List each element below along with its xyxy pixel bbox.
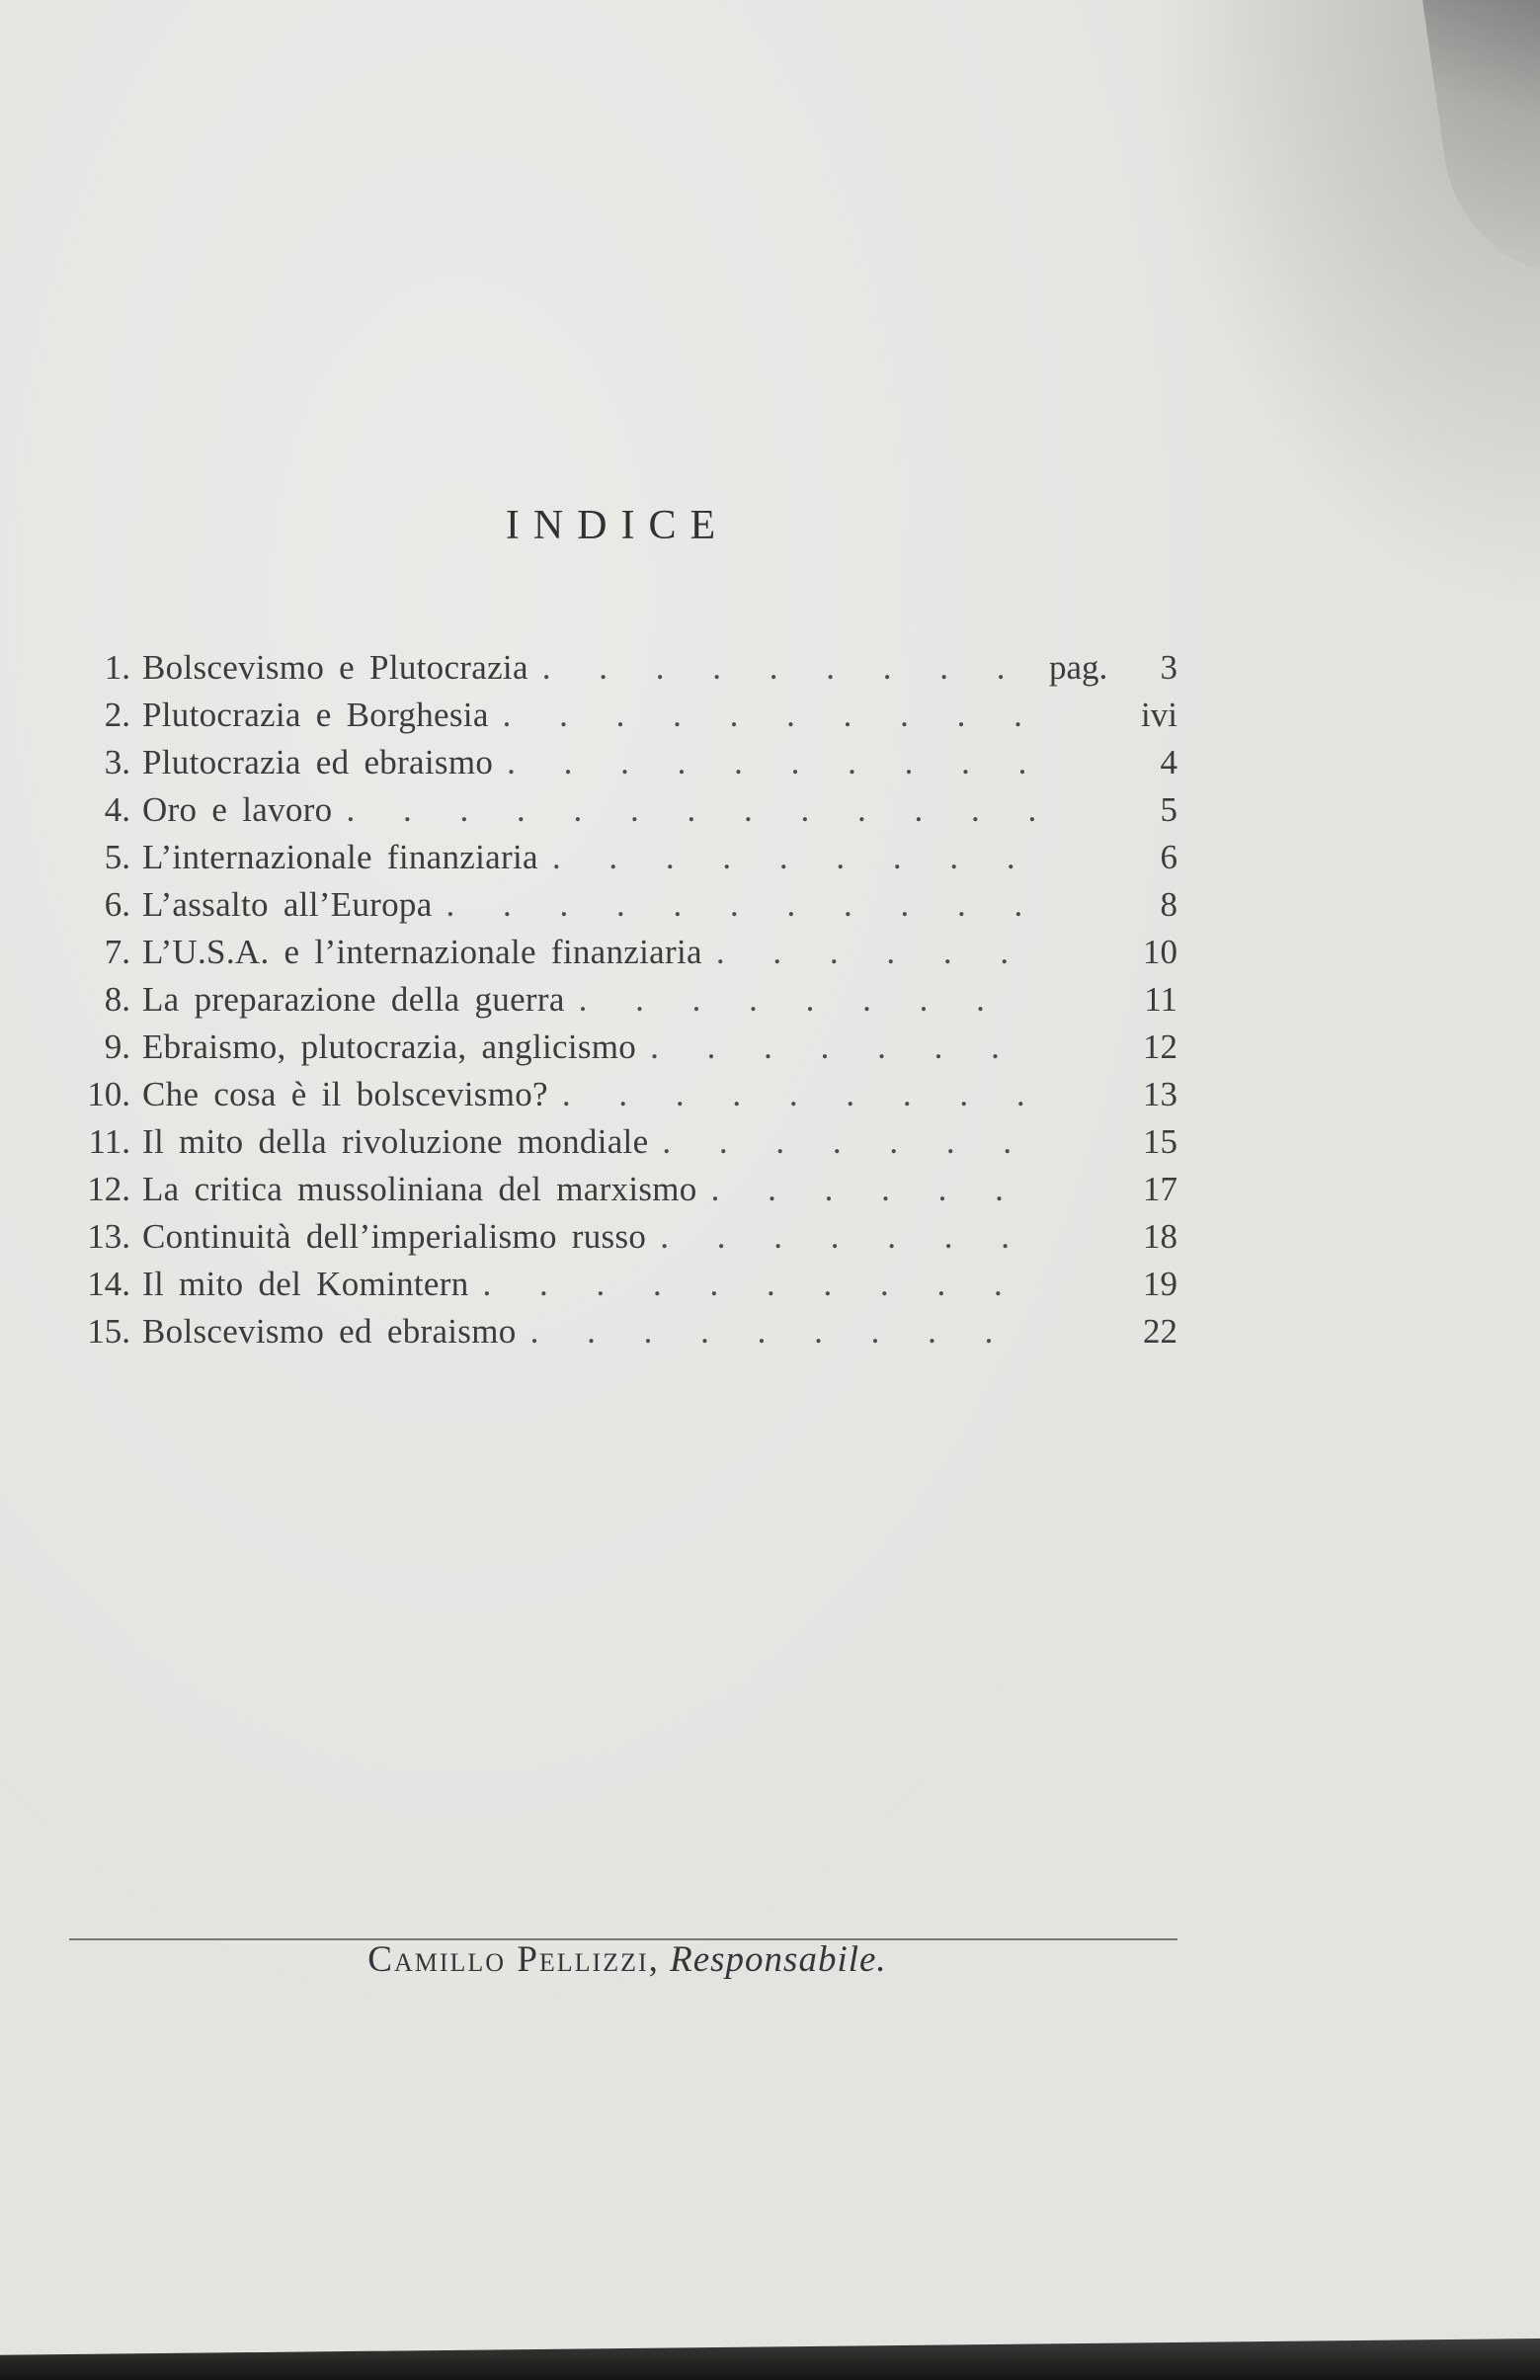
toc-entry-title: Bolscevismo e Plutocrazia bbox=[142, 648, 528, 687]
toc-entry-title: Ebraismo, plutocrazia, anglicismo bbox=[142, 1027, 637, 1066]
toc-entry bbox=[61, 1071, 1177, 1118]
toc-entry-page: 19 bbox=[1143, 1265, 1177, 1303]
toc-entry-page: 15 bbox=[1143, 1122, 1177, 1161]
toc-entry bbox=[61, 692, 1177, 739]
toc-leader-dots bbox=[711, 1166, 1035, 1213]
toc-pag-label: pag. bbox=[1049, 648, 1108, 687]
toc-leader-dots bbox=[579, 976, 1035, 1024]
toc-entry bbox=[61, 1261, 1177, 1308]
toc-leader-dots bbox=[562, 1071, 1035, 1118]
toc-entry-title: Oro e lavoro bbox=[142, 790, 333, 829]
toc-entry-number: 1. bbox=[104, 648, 130, 687]
toc-entry-title: Che cosa è il bolscevismo? bbox=[142, 1075, 548, 1113]
toc-entry bbox=[61, 881, 1177, 929]
toc-entry-page: 5 bbox=[1160, 790, 1177, 829]
page-title: INDICE bbox=[505, 503, 730, 548]
toc-entry-number: 9. bbox=[104, 1027, 130, 1066]
toc-entry-number: 12. bbox=[87, 1170, 130, 1208]
toc-leader-dots bbox=[446, 881, 1035, 929]
toc-leader-dots bbox=[716, 929, 1035, 976]
footer-credit bbox=[0, 1938, 1255, 1981]
toc-entry-page: 6 bbox=[1160, 838, 1177, 876]
toc-entry-number: 5. bbox=[104, 838, 130, 876]
toc-entry-title: Bolscevismo ed ebraismo bbox=[142, 1312, 517, 1351]
toc-entry-number: 4. bbox=[104, 790, 130, 829]
toc-entry bbox=[61, 1166, 1177, 1213]
toc-entry-title: Plutocrazia ed ebraismo bbox=[142, 743, 494, 781]
toc-entry-title: Plutocrazia e Borghesia bbox=[142, 696, 489, 734]
toc-entry bbox=[61, 786, 1177, 834]
toc-leader-dots bbox=[530, 1308, 1035, 1355]
toc-entry-page: 13 bbox=[1143, 1075, 1177, 1113]
toc-entry-number: 2. bbox=[104, 696, 130, 734]
toc-entry-title: La preparazione della guerra bbox=[142, 980, 565, 1019]
toc-leader-dots bbox=[346, 786, 1035, 834]
toc-entry bbox=[61, 976, 1177, 1024]
toc-entry-number: 14. bbox=[87, 1265, 130, 1303]
toc-entry bbox=[61, 1024, 1177, 1071]
toc-entry-title: Continuità dell’imperialismo russo bbox=[142, 1217, 647, 1256]
toc-entry-page: 12 bbox=[1143, 1027, 1177, 1066]
toc-entry-number: 15. bbox=[87, 1312, 130, 1351]
scan-edge-strip bbox=[0, 2339, 1540, 2380]
toc-leader-dots bbox=[552, 834, 1035, 881]
footer-name: Camillo Pellizzi, bbox=[367, 1939, 660, 1980]
toc-entry-page: 10 bbox=[1143, 933, 1177, 971]
toc-leader-dots bbox=[483, 1261, 1036, 1308]
table-of-contents bbox=[61, 644, 1177, 1355]
page-corner-shadow bbox=[1419, 0, 1540, 294]
toc-entry bbox=[61, 1118, 1177, 1166]
toc-entry-title: Il mito della rivoluzione mondiale bbox=[142, 1122, 649, 1161]
toc-entry bbox=[61, 1213, 1177, 1261]
toc-leader-dots bbox=[507, 739, 1035, 786]
toc-entry-number: 6. bbox=[104, 885, 130, 924]
toc-entry-title: L’internazionale finanziaria bbox=[142, 838, 538, 876]
toc-entry-number: 10. bbox=[87, 1075, 130, 1113]
toc-entry-page: 8 bbox=[1160, 885, 1177, 924]
toc-entry bbox=[61, 1308, 1177, 1355]
toc-entry-title: La critica mussoliniana del marxismo bbox=[142, 1170, 697, 1208]
toc-entry-page: 17 bbox=[1143, 1170, 1177, 1208]
toc-entry bbox=[61, 739, 1177, 786]
toc-entry-number: 13. bbox=[87, 1217, 130, 1256]
toc-leader-dots bbox=[542, 644, 1035, 692]
toc-entry bbox=[61, 929, 1177, 976]
toc-entry-number: 11. bbox=[88, 1122, 130, 1161]
toc-entry-page: ivi bbox=[1141, 696, 1177, 734]
toc-entry-page: 22 bbox=[1143, 1312, 1177, 1351]
toc-entry-title: L’assalto all’Europa bbox=[142, 885, 433, 924]
toc-leader-dots bbox=[650, 1024, 1035, 1071]
toc-entry bbox=[61, 834, 1177, 881]
footer-role: Responsabile. bbox=[670, 1939, 887, 1980]
toc-entry-number: 8. bbox=[104, 980, 130, 1019]
toc-entry-number: 3. bbox=[104, 743, 130, 781]
toc-entry-number: 7. bbox=[104, 933, 130, 971]
toc-entry-title: Il mito del Komintern bbox=[142, 1265, 469, 1303]
toc-leader-dots bbox=[660, 1213, 1035, 1261]
toc-entry-page: 4 bbox=[1160, 743, 1177, 781]
toc-entry bbox=[61, 644, 1177, 692]
toc-leader-dots bbox=[503, 692, 1035, 739]
toc-entry-page: 3 bbox=[1160, 648, 1177, 687]
toc-entry-page: 18 bbox=[1143, 1217, 1177, 1256]
toc-entry-title: L’U.S.A. e l’internazionale finanziaria bbox=[142, 933, 702, 971]
toc-leader-dots bbox=[662, 1118, 1035, 1166]
toc-entry-page: 11 bbox=[1144, 980, 1177, 1019]
